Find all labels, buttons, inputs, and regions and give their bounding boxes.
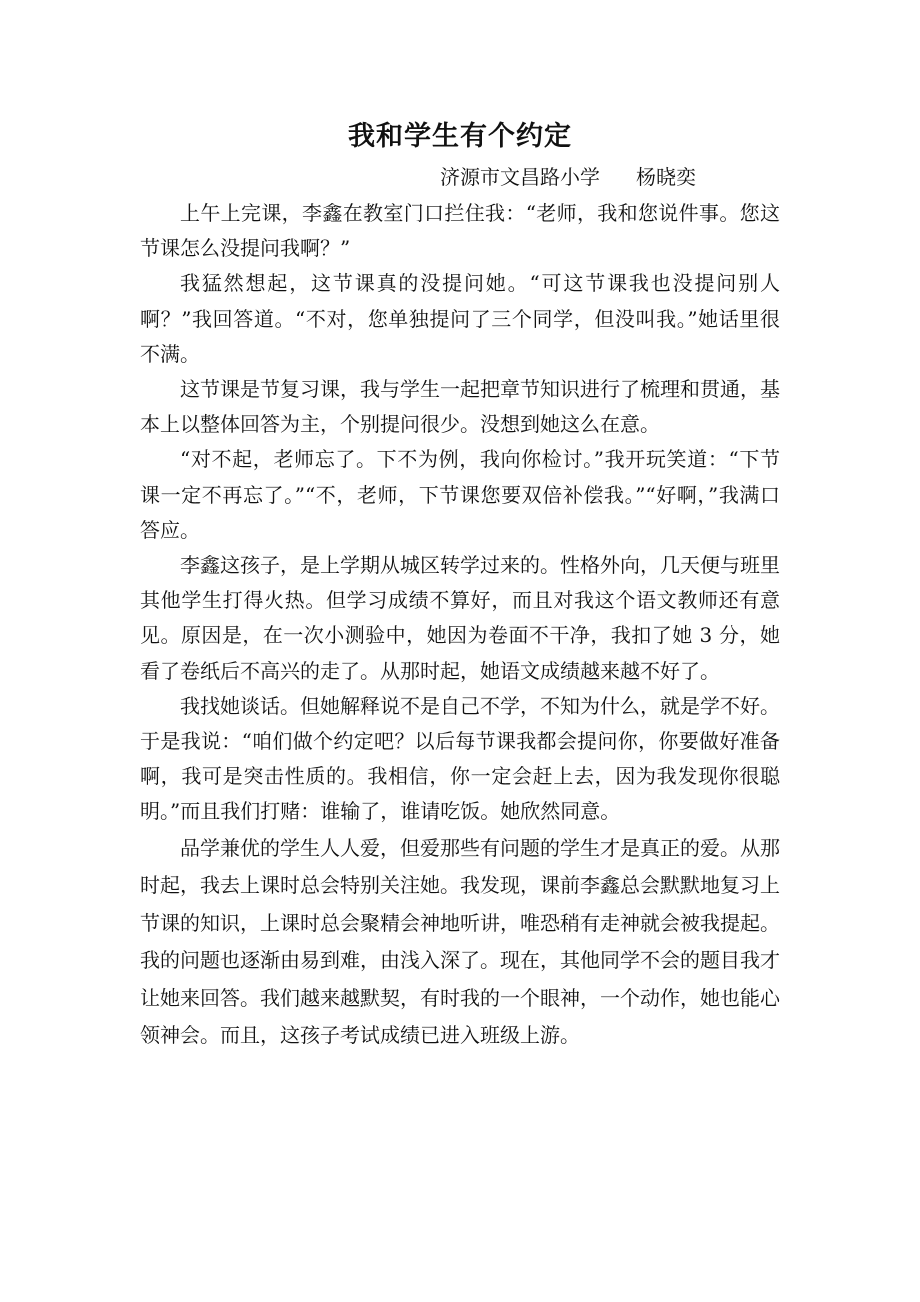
paragraph-5: 李鑫这孩子，是上学期从城区转学过来的。性格外向，几天便与班里其他学生打得火热。但学习成绩不算好，而且对我这个语文教师还有意见。原因是，在一次小测验中，她因为卷面不干净，我扣了她 3 分，她看了卷纸后不高兴的走了。从那时起，她语文成绩越来越不好了。 (140, 553, 780, 683)
paragraph-1: 上午上完课，李鑫在教室门口拦住我：“老师，我和您说件事。您这节课怎么没提问我啊？” (140, 201, 780, 261)
document-body (140, 196, 780, 1055)
byline (440, 161, 696, 190)
document-title: 我和学生有个约定 (348, 121, 572, 152)
paragraph-6: 我找她谈话。但她解释说不是自己不学，不知为什么，就是学不好。于是我说：“咱们做个约定吧？以后每节课我都会提问你，你要做好准备啊，我可是突击性质的。我相信，你一定会赶上去，因为我发现你很聪明。”而且我们打赌：谁输了，谁请吃饭。她欣然同意。 (140, 693, 780, 824)
paragraph-7: 品学兼优的学生人人爱，但爱那些有问题的学生才是真正的爱。从那时起，我去上课时总会特别关注她。我发现，课前李鑫总会默默地复习上节课的知识，上课时总会聚精会神地听讲，唯恐稍有走神就会被我提起。我的问题也逐渐由易到难，由浅入深了。现在，其他同学不会的题目我才让她来回答。我们越来越默契，有时我的一个眼神，一个动作，她也能心领神会。而且，这孩子考试成绩已进入班级上游。 (140, 835, 780, 1048)
paragraph-4: “对不起，老师忘了。下不为例，我向你检讨。”我开玩笑道：“下节课一定不再忘了。”“不，老师，下节课您要双倍补偿我。”“好啊，”我满口答应。 (140, 447, 780, 542)
paragraph-3: 这节课是节复习课，我与学生一起把章节知识进行了梳理和贯通，基本上以整体回答为主，个别提问很少。没想到她这么在意。 (140, 377, 780, 437)
school-name: 济源市文昌路小学 (440, 165, 600, 189)
paragraph-2: 我猛然想起，这节课真的没提问她。“可这节课我也没提问别人啊？”我回答道。“不对，您单独提问了三个同学，但没叫我。”她话里很不满。 (140, 271, 780, 366)
author-name: 杨晓奕 (636, 165, 696, 189)
